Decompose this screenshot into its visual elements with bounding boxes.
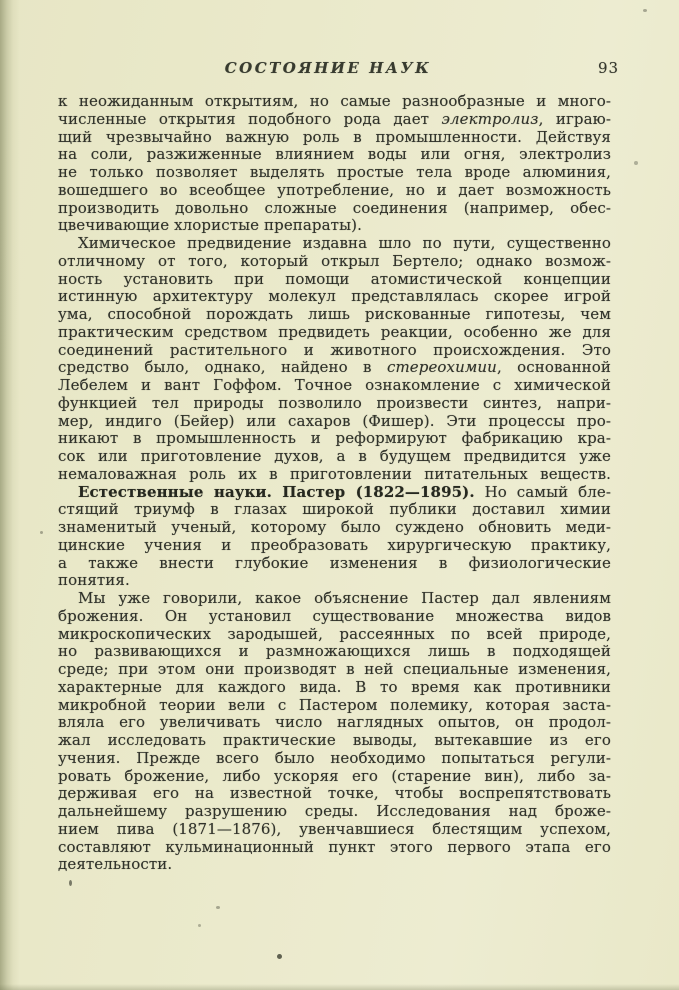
text-line: соединений растительного и животного происхождения. Это: [58, 340, 611, 359]
text-line: практическим средством предвидеть реакции, особенно же для: [58, 322, 611, 341]
text-line: дальнейшему разрушению среды. Исследования над броже-: [58, 802, 611, 820]
text-line: жал исследовать практические выводы, вытекавшие из его: [58, 731, 611, 749]
text-line: никают в промышленность и реформируют фабрикацию кра-: [58, 429, 611, 448]
text-line: стящий триумф в глазах широкой публики доставил химии: [58, 500, 611, 519]
text-line: вошедшего во всеобщее употребление, но и дает возможность: [58, 180, 611, 199]
text-line: мер, индиго (Бейер) или сахаров (Фишер). Эти процессы про-: [58, 411, 611, 430]
text-line: характерные для каждого вида. В то время как противники: [58, 677, 611, 696]
ink-speck: [216, 906, 220, 909]
text-line: на соли, разжиженные влиянием воды или огня, электролиз: [58, 145, 611, 164]
ink-speck: [40, 531, 43, 534]
running-title: СОСТОЯНИЕ НАУК: [224, 59, 432, 77]
ink-speck: [643, 9, 647, 12]
text-line: а также внести глубокие изменения в физиологические: [58, 553, 611, 572]
text-block: [58, 93, 611, 874]
text-line: не только позволяет выделять простые тела вроде алюминия,: [58, 163, 611, 181]
text-line: микроскопических зародышей, рассеянных по всей природе,: [58, 624, 611, 643]
text-line: истинную архитектуру молекул представлялась скорее игрой: [58, 287, 611, 306]
text-line: цвечивающие хлористые препараты).: [58, 216, 362, 235]
text-line: брожения. Он установил существование множества видов: [58, 606, 611, 625]
text-line: микробной теории вели с Пастером полемику, которая заста-: [58, 695, 611, 714]
text-line: ума, способной порождать лишь рискованные гипотезы, чем: [58, 305, 611, 323]
ink-speck: [69, 880, 72, 886]
text-line: понятия.: [58, 571, 130, 590]
paragraph: [58, 93, 611, 235]
text-line: деятельности.: [58, 855, 173, 874]
page-gutter-shadow: [0, 0, 20, 990]
text-line: учения. Прежде всего было необходимо попытаться регули-: [58, 748, 611, 767]
paragraph: [58, 590, 611, 874]
text-line: функцией тел природы позволило произвести синтез, напри-: [58, 393, 611, 412]
ink-speck: [277, 954, 282, 959]
text-line: сок или приготовление духов, а в будущем предвидится уже: [58, 447, 611, 465]
text-line: Мы уже говорили, какое объяснение Пастер дал явлениям: [78, 589, 611, 607]
page-number: 93: [598, 59, 620, 77]
text-line: Лебелем и вант Гоффом. Точное ознакомление с химической: [58, 376, 611, 394]
text-line: знаменитый ученый, которому было суждено обновить меди-: [58, 518, 611, 536]
text-line: ность установить при помощи атомистической концепции: [58, 269, 611, 288]
text-line: Естественные науки. Пастер (1822—1895). Но самый бле-: [78, 482, 611, 501]
text-line: цинские учения и преобразовать хирургическую практику,: [58, 535, 611, 554]
page-bottom-edge-shadow: [0, 984, 679, 990]
text-line: отличному от того, который открыл Бертело; однако возмож-: [58, 251, 611, 270]
text-line: вляла его увеличивать число наглядных опытов, он продол-: [58, 713, 611, 732]
text-line: средство было, однако, найдено в стереохимии, основанной: [58, 358, 612, 377]
text-line: держивая его на известной точке, чтобы воспрепятствовать: [58, 784, 611, 803]
text-line: но развивающихся и размножающихся лишь в подходящей: [58, 642, 611, 661]
paragraph: [58, 484, 611, 591]
text-line: производить довольно сложные соединения (например, обес-: [58, 198, 611, 217]
ink-speck: [198, 924, 201, 927]
ink-speck: [634, 161, 638, 165]
text-line: щий чрезвычайно важную роль в промышленности. Действуя: [58, 127, 611, 146]
text-line: среде; при этом они производят в ней специальные изменения,: [58, 660, 611, 678]
text-line: ровать брожение, либо ускоряя его (старение вин), либо за-: [58, 766, 611, 785]
paragraph: [58, 235, 611, 484]
text-line: Химическое предвидение издавна шло по пути, существенно: [78, 234, 611, 252]
text-line: немаловажная роль их в приготовлении питательных веществ.: [58, 464, 611, 483]
text-line: составляют кульминационный пункт этого первого этапа его: [58, 837, 611, 856]
text-line: нием пива (1871—1876), увенчавшиеся блестящим успехом,: [58, 819, 611, 838]
text-line: к неожиданным открытиям, но самые разнообразные и много-: [58, 92, 611, 110]
text-line: численные открытия подобного рода дает электролиз, играю-: [58, 109, 611, 128]
